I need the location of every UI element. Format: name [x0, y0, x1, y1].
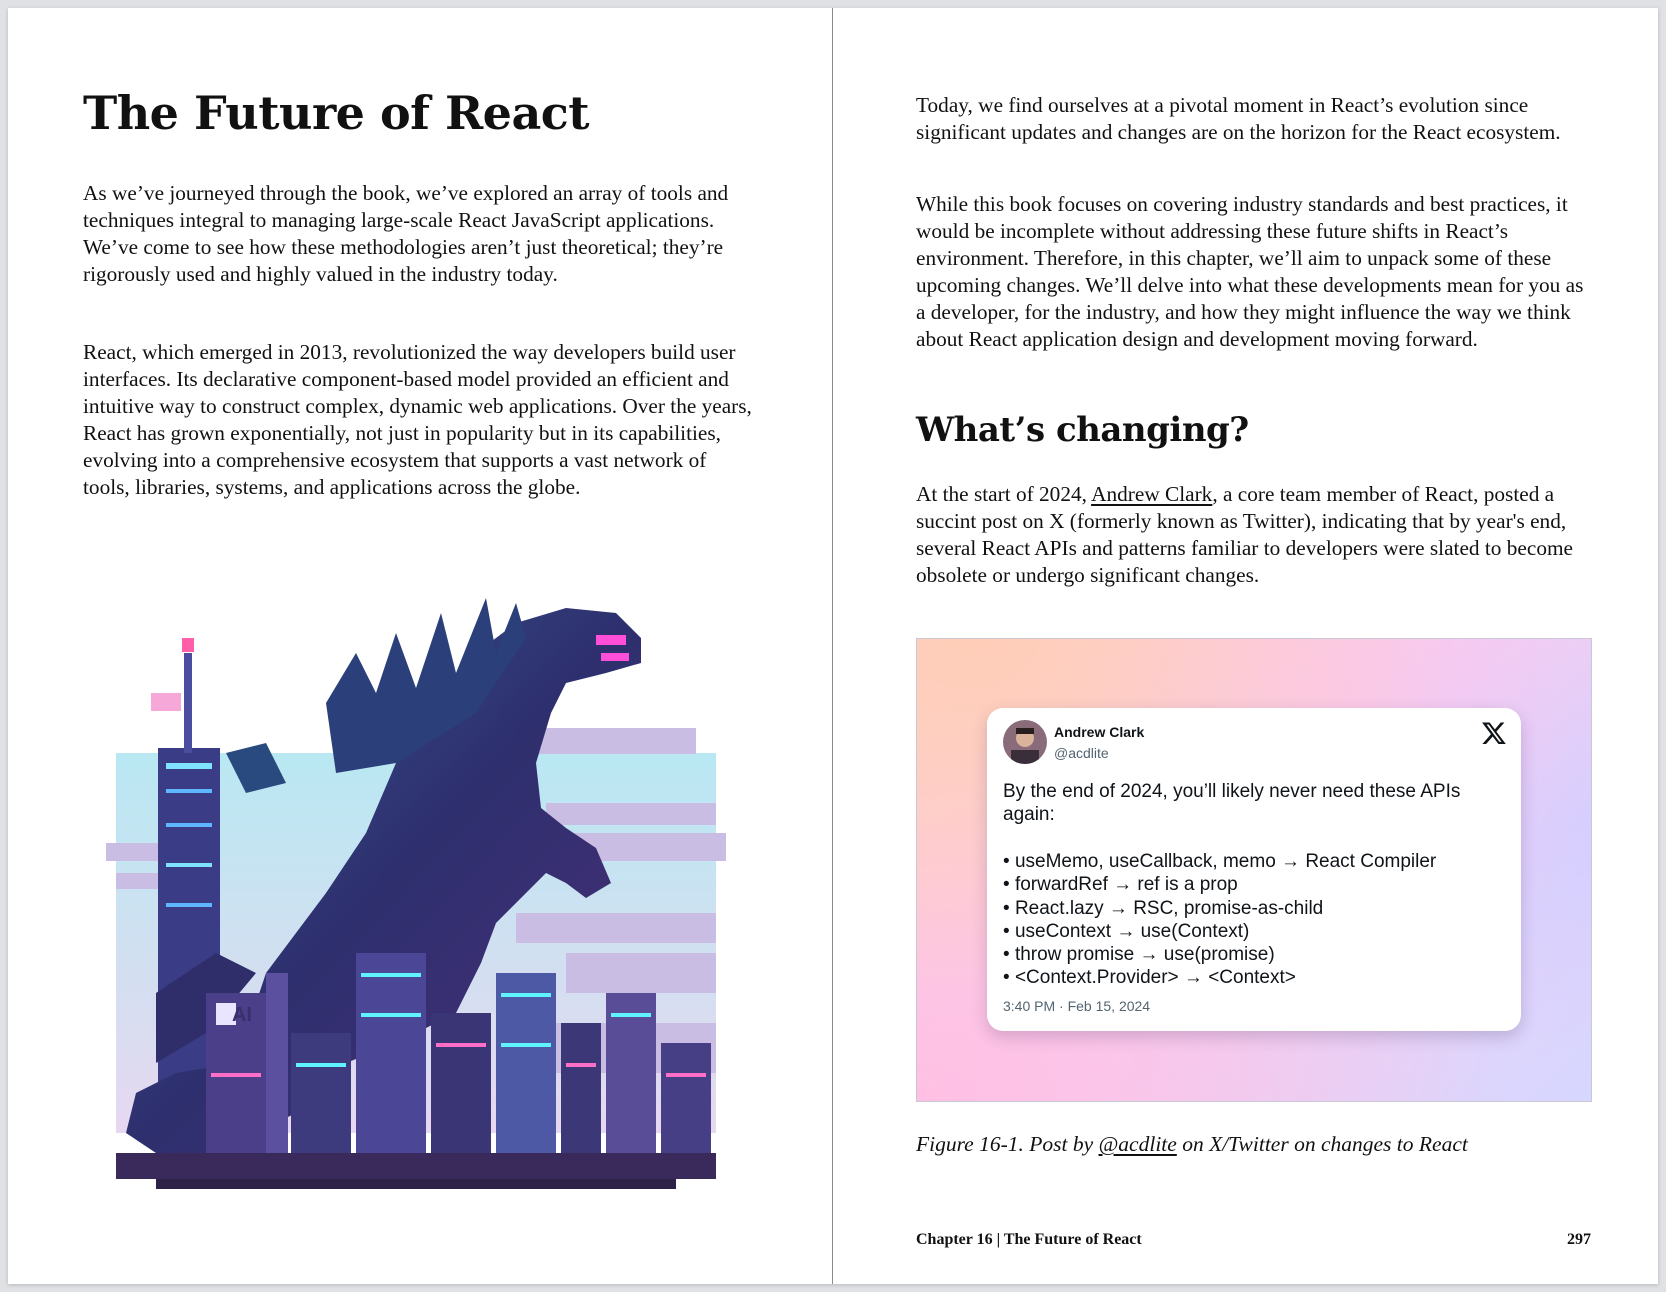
caption-prefix: Figure 16-1. Post by — [916, 1132, 1099, 1156]
pixel-godzilla-city-illustration — [96, 593, 756, 1243]
tweet-author-handle: @acdlite — [1054, 745, 1109, 761]
avatar — [1003, 720, 1047, 764]
illustration-label: AI — [232, 1004, 252, 1026]
left-page — [8, 8, 832, 1284]
andrew-clark-link[interactable]: Andrew Clark — [1091, 482, 1213, 506]
list-item: • useContext → use(Context) — [1003, 920, 1436, 943]
caption-suffix: on X/Twitter on changes to React — [1176, 1132, 1468, 1156]
section-heading: What’s changing? — [916, 410, 1249, 450]
right-paragraph-2: While this book focuses on covering industry standards and best practices, it would be incomplete without addressing these future shifts in React’s environment. Therefore, in this chapter, we’ll aim to unpack some of these upcoming changes. We’ll delve into what these developments mean for you as a developer, for the industry, and how they might influence the way we think about React application design and development moving forward. — [916, 192, 1584, 351]
chapter-title: The Future of React — [83, 86, 590, 140]
list-item: • <Context.Provider> → <Context> — [1003, 966, 1436, 989]
paragraph-3-lead: At the start of 2024, — [916, 482, 1092, 506]
figure-caption — [916, 1132, 1468, 1157]
page-number: 297 — [1567, 1231, 1591, 1248]
list-item: • useMemo, useCallback, memo → React Compiler — [1003, 850, 1436, 873]
tweet-card — [987, 708, 1521, 1031]
acdlite-link[interactable]: @acdlite — [1098, 1132, 1177, 1156]
list-item: • throw promise → use(promise) — [1003, 943, 1436, 966]
running-footer: Chapter 16 | The Future of React — [916, 1231, 1142, 1248]
tweet-author-name: Andrew Clark — [1054, 724, 1145, 740]
book-spread — [8, 8, 1658, 1284]
right-paragraph-1: Today, we find ourselves at a pivotal moment in React’s evolution since significant updates and changes are on the horizon for the React ecosystem. — [916, 93, 1561, 144]
list-item: • React.lazy → RSC, promise-as-child — [1003, 897, 1436, 920]
tweet-api-list — [1003, 850, 1436, 990]
figure-tweet-screenshot — [916, 638, 1592, 1102]
tweet-timestamp: 3:40 PM · Feb 15, 2024 — [1003, 998, 1151, 1014]
right-paragraph-3 — [916, 481, 1596, 589]
right-page — [833, 8, 1658, 1284]
intro-paragraph-2: React, which emerged in 2013, revolutionized the way developers build user interfaces. Its declarative component-based model provided an efficient and intuitive way to construct complex, dynamic web applications. Over the years, React has grown exponentially, not just in popularity but in its capabilities, evolving into a comprehensive ecosystem that supports a vast network of tools, libraries, systems, and applications across the globe. — [83, 340, 752, 499]
intro-paragraph-1: As we’ve journeyed through the book, we’ve explored an array of tools and techniques integral to managing large-scale React JavaScript applications. We’ve come to see how these methodologies aren’t just theoretical; they’re rigorously used and highly valued in the industry today. — [83, 181, 729, 286]
list-item: • forwardRef → ref is a prop — [1003, 873, 1436, 896]
tweet-text: By the end of 2024, you’ll likely never need these APIs again: — [1003, 781, 1461, 825]
x-logo-icon — [1481, 720, 1507, 746]
paragraph-3-rest: , a core team member of React, posted a succint post on X (formerly known as Twitter), indicating that by year's end, several React APIs and patterns familiar to developers were slated to become obsolete or undergo significant changes. — [916, 482, 1574, 587]
